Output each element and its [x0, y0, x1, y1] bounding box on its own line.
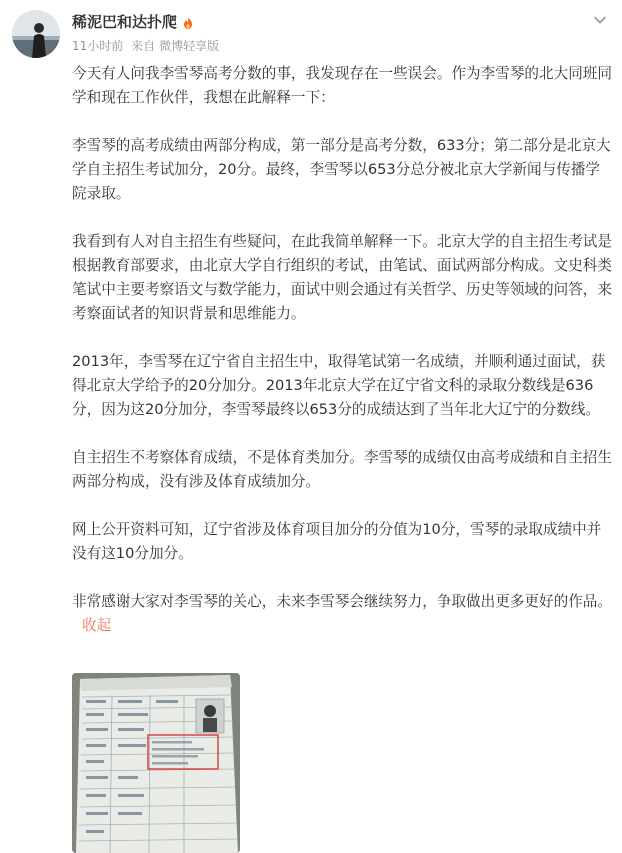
source-prefix: 来自	[131, 39, 156, 53]
author-name-text[interactable]: 稀泥巴和达扑爬	[72, 13, 178, 31]
post-image[interactable]	[72, 673, 240, 853]
post-paragraph: 今天有人问我李雪琴高考分数的事，我发现存在一些误会。作为李雪琴的北大同班同学和现在工作伙伴，我想在此解释一下：	[72, 65, 612, 106]
post-paragraph: 网上公开资料可知，辽宁省涉及体育项目加分的分值为10分，雪琴的录取成绩中并没有这10分加分。	[72, 521, 602, 562]
admission-form-photo	[72, 673, 240, 853]
avatar-image	[12, 10, 60, 58]
post-text	[72, 62, 612, 638]
post-paragraph-text: 非常感谢大家对李雪琴的关心，未来李雪琴会继续努力，争取做出更多更好的作品。	[72, 593, 612, 610]
post-paragraph-last	[72, 590, 612, 638]
author-name[interactable]	[72, 12, 195, 32]
avatar[interactable]	[12, 10, 60, 58]
post-source[interactable]: 微博轻享版	[159, 39, 220, 53]
post-paragraph: 李雪琴的高考成绩由两部分构成，第一部分是高考分数，633分；第二部分是北京大学自主招生考试加分，20分。最终，李雪琴以653分总分被北京大学新闻与传播学院录取。	[72, 137, 611, 202]
collapse-link[interactable]: 收起	[82, 617, 112, 634]
post-paragraph: 我看到有人对自主招生有些疑问，在此我简单解释一下。北京大学的自主招生考试是根据教育部要求，由北京大学自行组织的考试，由笔试、面试两部分构成。文史科类笔试中主要考察语文与数学能力，面试中则会通过有关哲学、历史等领域的问答，来考察面试者的知识背景和思维能力。	[72, 233, 612, 322]
flame-badge-icon	[181, 16, 195, 30]
post-time[interactable]: 11小时前	[72, 39, 124, 53]
post-paragraph: 自主招生不考察体育成绩，不是体育类加分。李雪琴的成绩仅由高考成绩和自主招生两部分构成，没有涉及体育成绩加分。	[72, 449, 612, 490]
more-options-button[interactable]	[592, 12, 608, 28]
chevron-down-icon	[592, 12, 608, 28]
post-paragraph: 2013年，李雪琴在辽宁省自主招生中，取得笔试第一名成绩，并顺利通过面试，获得北京大学给予的20分加分。2013年北京大学在辽宁省文科的录取分数线是636分，因为这20分加分，李雪琴最终以653分的成绩达到了当年北大辽宁的分数线。	[72, 353, 606, 418]
post-meta	[72, 37, 223, 55]
